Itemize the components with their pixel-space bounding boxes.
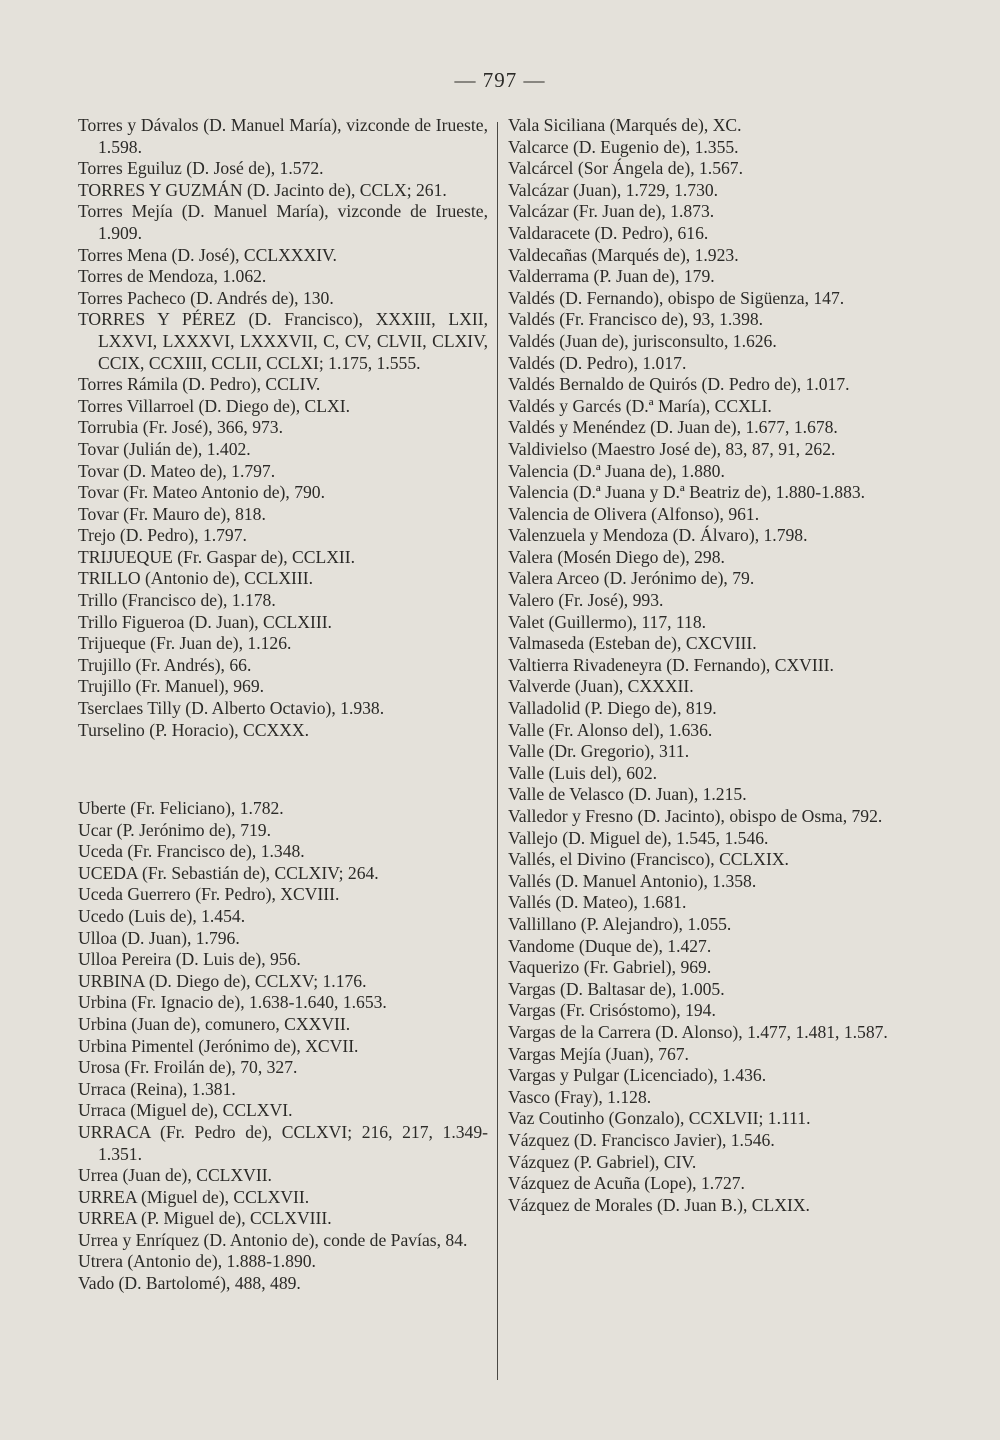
index-entry: Valle (Luis del), 602. xyxy=(508,762,658,783)
index-entry: Tovar (D. Mateo de), 1.797. xyxy=(78,460,276,481)
index-entry: Vallejo (D. Miguel de), 1.545, 1.546. xyxy=(508,827,769,848)
index-entry: Vargas (Fr. Crisóstomo), 194. xyxy=(508,1000,716,1021)
index-entry: Valverde (Juan), CXXXII. xyxy=(508,676,694,697)
index-entry: Urraca (Miguel de), CCLXVI. xyxy=(78,1100,293,1121)
index-entry: Valero (Fr. José), 993. xyxy=(508,590,664,611)
index-entry: Trillo Figueroa (D. Juan), CCLXIII. xyxy=(78,611,332,632)
index-entry: Vasco (Fray), 1.128. xyxy=(508,1086,652,1107)
index-entry: Valcázar (Juan), 1.729, 1.730. xyxy=(508,179,719,200)
index-entry: Valdés (D. Pedro), 1.017. xyxy=(508,352,687,373)
index-entry: Torres Mena (D. José), CCLXXXIV. xyxy=(78,244,337,265)
index-entry: Trejo (D. Pedro), 1.797. xyxy=(78,525,247,546)
index-entry: Valera Arceo (D. Jerónimo de), 79. xyxy=(508,568,755,589)
index-entry: Torres Pacheco (D. Andrés de), 130. xyxy=(78,287,334,308)
index-entry: Vallés, el Divino (Francisco), CCLXIX. xyxy=(508,849,789,870)
index-entry: Valtierra Rivadeneyra (D. Fernando), CXVIII. xyxy=(508,654,834,675)
index-entry: Vargas Mejía (Juan), 767. xyxy=(508,1043,689,1064)
index-entry: TORRES Y PÉREZ (D. Francisco), XXXIII, LXII, LXXVI, LXXXVI, LXXXVII, C, CV, CLVII, CLXIV, CCIX, CCXIII, CCLII, CCLXI; 1.175, 1.555. xyxy=(78,309,488,373)
index-entry: Tserclaes Tilly (D. Alberto Octavio), 1.938. xyxy=(78,698,385,719)
index-entry: Valledor y Fresno (D. Jacinto), obispo de Osma, 792. xyxy=(508,806,883,826)
index-entry: URRACA (Fr. Pedro de), CCLXVI; 216, 217, 1.349-1.351. xyxy=(78,1121,488,1164)
index-entry: Tovar (Julián de), 1.402. xyxy=(78,438,251,459)
column-divider xyxy=(497,122,498,1380)
index-entry: Uceda Guerrero (Fr. Pedro), XCVIII. xyxy=(78,884,340,905)
index-entry: Torrubia (Fr. José), 366, 973. xyxy=(78,417,283,438)
index-entry: Valle (Fr. Alonso del), 1.636. xyxy=(508,719,713,740)
index-entry: Valle (Dr. Gregorio), 311. xyxy=(508,741,690,762)
index-entry: Urrea y Enríquez (D. Antonio de), conde de Pavías, 84. xyxy=(78,1229,468,1250)
index-entry: Valdés (Fr. Francisco de), 93, 1.398. xyxy=(508,309,764,330)
index-entry: Vázquez (P. Gabriel), CIV. xyxy=(508,1151,697,1172)
index-column-left xyxy=(78,115,488,1295)
index-entry: Trujillo (Fr. Manuel), 969. xyxy=(78,676,265,697)
index-entry: Tovar (Fr. Mauro de), 818. xyxy=(78,503,266,524)
index-entry: Valencia (D.ª Juana y D.ª Beatriz de), 1.880-1.883. xyxy=(508,482,866,503)
index-entry: Valdivielso (Maestro José de), 83, 87, 91, 262. xyxy=(508,438,836,459)
index-entry: Ulloa Pereira (D. Luis de), 956. xyxy=(78,949,301,970)
index-entry: Valdés y Garcés (D.ª María), CCXLI. xyxy=(508,395,772,416)
index-entry: UCEDA (Fr. Sebastián de), CCLXIV; 264. xyxy=(78,862,379,883)
index-entry: Valcarce (D. Eugenio de), 1.355. xyxy=(508,136,739,157)
index-entry: Vargas (D. Baltasar de), 1.005. xyxy=(508,978,725,999)
index-entry: Urrea (Juan de), CCLXVII. xyxy=(78,1165,272,1186)
index-entry: URREA (Miguel de), CCLXVII. xyxy=(78,1186,310,1207)
index-entry: Trujillo (Fr. Andrés), 66. xyxy=(78,654,252,675)
index-entry: Urbina (Juan de), comunero, CXXVII. xyxy=(78,1013,351,1034)
index-entry: Tovar (Fr. Mateo Antonio de), 790. xyxy=(78,482,325,503)
index-entry: Ucedo (Luis de), 1.454. xyxy=(78,905,246,926)
index-entry: Urosa (Fr. Froilán de), 70, 327. xyxy=(78,1057,298,1078)
index-entry: Vargas de la Carrera (D. Alonso), 1.477, 1.481, 1.587. xyxy=(508,1021,888,1042)
index-entry: Valle de Velasco (D. Juan), 1.215. xyxy=(508,784,747,805)
index-entry: Torres Rámila (D. Pedro), CCLIV. xyxy=(78,374,321,395)
index-entry: Turselino (P. Horacio), CCXXX. xyxy=(78,719,310,740)
index-entry: TRILLO (Antonio de), CCLXIII. xyxy=(78,568,314,589)
index-entry: Vado (D. Bartolomé), 488, 489. xyxy=(78,1273,301,1294)
index-entry: Valencia de Olivera (Alfonso), 961. xyxy=(508,503,760,524)
index-entry: Valdés (Juan de), jurisconsulto, 1.626. xyxy=(508,330,777,351)
index-entry: Valcárcel (Sor Ángela de), 1.567. xyxy=(508,158,743,179)
index-entry: Trillo (Francisco de), 1.178. xyxy=(78,590,276,611)
index-entry: Valet (Guillermo), 117, 118. xyxy=(508,611,707,632)
index-entry: Valdés (D. Fernando), obispo de Sigüenza, 147. xyxy=(508,287,845,308)
index-column-right xyxy=(508,115,920,1216)
index-entry: TRIJUEQUE (Fr. Gaspar de), CCLXII. xyxy=(78,546,356,567)
index-entry: Torres Villarroel (D. Diego de), CLXI. xyxy=(78,395,350,416)
index-entry: Vázquez (D. Francisco Javier), 1.546. xyxy=(508,1129,775,1150)
index-entry: Vargas y Pulgar (Licenciado), 1.436. xyxy=(508,1065,767,1086)
section-gap xyxy=(78,759,488,781)
index-entry: Vala Siciliana (Marqués de), XC. xyxy=(508,115,742,135)
index-entry: Ucar (P. Jerónimo de), 719. xyxy=(78,819,271,840)
index-entry: Torres Mejía (D. Manuel María), vizconde de Irueste, 1.909. xyxy=(78,201,488,243)
index-entry: Urbina Pimentel (Jerónimo de), XCVII. xyxy=(78,1035,359,1056)
index-entry: Valmaseda (Esteban de), CXCVIII. xyxy=(508,633,757,654)
index-entry: URBINA (D. Diego de), CCLXV; 1.176. xyxy=(78,970,367,991)
index-entry: Valladolid (P. Diego de), 819. xyxy=(508,698,717,719)
index-entry: Trijueque (Fr. Juan de), 1.126. xyxy=(78,633,292,654)
index-entry: Vallillano (P. Alejandro), 1.055. xyxy=(508,913,732,934)
index-entry: Valenzuela y Mendoza (D. Álvaro), 1.798. xyxy=(508,525,808,546)
index-entry: Valdés Bernaldo de Quirós (D. Pedro de), 1.017. xyxy=(508,374,850,395)
index-entry: Valencia (D.ª Juana de), 1.880. xyxy=(508,460,725,481)
index-entry: Vaz Coutinho (Gonzalo), CCXLVII; 1.111. xyxy=(508,1108,811,1129)
index-entry: Torres de Mendoza, 1.062. xyxy=(78,266,267,287)
index-entry: Vázquez de Morales (D. Juan B.), CLXIX. xyxy=(508,1194,810,1215)
index-entry: Uceda (Fr. Francisco de), 1.348. xyxy=(78,841,305,862)
index-entry: Valdecañas (Marqués de), 1.923. xyxy=(508,244,739,265)
index-entry: Utrera (Antonio de), 1.888-1.890. xyxy=(78,1251,316,1272)
index-entry: Urbina (Fr. Ignacio de), 1.638-1.640, 1.653. xyxy=(78,992,387,1013)
index-entry: Valdaracete (D. Pedro), 616. xyxy=(508,222,709,243)
index-entry: Ulloa (D. Juan), 1.796. xyxy=(78,927,240,948)
index-entry: Valera (Mosén Diego de), 298. xyxy=(508,546,725,567)
index-entry: URREA (P. Miguel de), CCLXVIII. xyxy=(78,1208,332,1229)
index-entry: Valcázar (Fr. Juan de), 1.873. xyxy=(508,201,715,222)
index-entry: Torres Eguiluz (D. José de), 1.572. xyxy=(78,158,324,179)
index-entry: Valdés y Menéndez (D. Juan de), 1.677, 1.678. xyxy=(508,417,838,438)
page-number: — 797 — xyxy=(454,68,546,92)
index-entry: Urraca (Reina), 1.381. xyxy=(78,1078,236,1099)
index-entry: Vandome (Duque de), 1.427. xyxy=(508,935,712,956)
index-entry: Vázquez de Acuña (Lope), 1.727. xyxy=(508,1173,745,1194)
index-entry: Torres y Dávalos (D. Manuel María), vizconde de Irueste, 1.598. xyxy=(78,115,488,157)
index-entry: Valderrama (P. Juan de), 179. xyxy=(508,266,715,287)
index-entry: Vallés (D. Manuel Antonio), 1.358. xyxy=(508,870,757,891)
index-entry: TORRES Y GUZMÁN (D. Jacinto de), CCLX; 261. xyxy=(78,179,447,200)
index-entry: Vallés (D. Mateo), 1.681. xyxy=(508,892,687,913)
index-entry: Vaquerizo (Fr. Gabriel), 969. xyxy=(508,957,712,978)
index-entry: Uberte (Fr. Feliciano), 1.782. xyxy=(78,798,284,818)
